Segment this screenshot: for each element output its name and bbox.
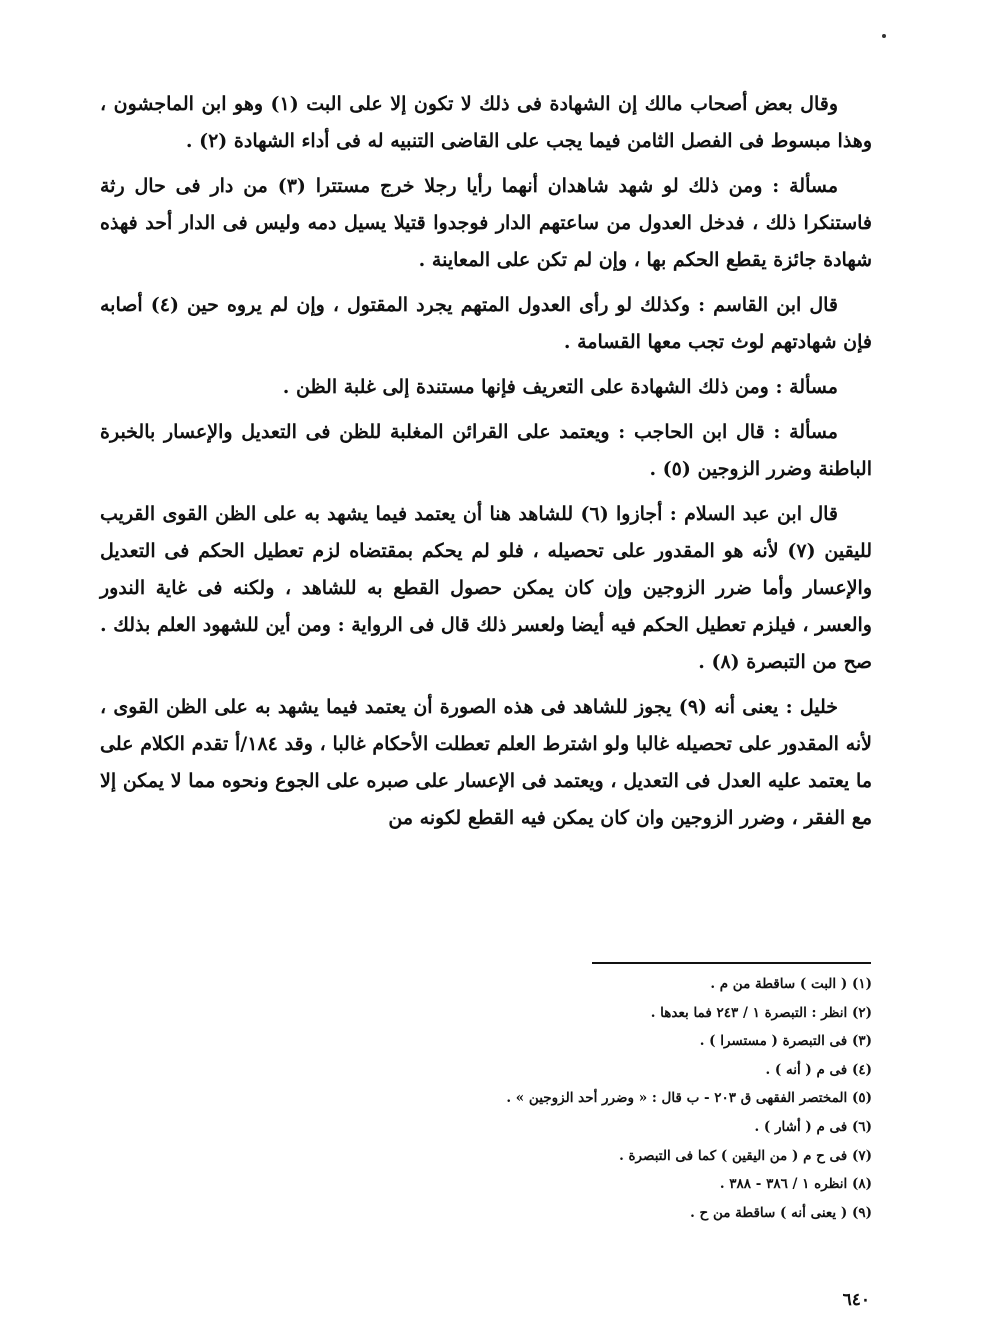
paragraph-text: : قال ابن الحاجب : ويعتمد على القرائن المغلبة للظن فى التعديل والإعسار بالخبرة الباطنة وضرر الزوجين (٥) . bbox=[100, 421, 872, 480]
paragraph-4 bbox=[100, 369, 872, 406]
page-number: ٦٤٠ bbox=[842, 1290, 870, 1310]
paragraph-2 bbox=[100, 168, 872, 279]
paragraph-7 bbox=[100, 689, 872, 837]
paragraph-lead: مسألة bbox=[789, 421, 838, 443]
paragraph-text: قال ابن عبد السلام : أجازوا (٦) للشاهد هنا أن يعتمد فيما يشهد به على الظن القوى القريب لليقين (٧) لأنه هو المقدور على تحصيله ، فلو لم يحكم بمقتضاه لزم تعطيل الحكم فى التعديل والإعسار وأما ضرر الزوجين وإن كان يمكن حصول القطع به للشاهد ، ولكنه فى غاية الندور والعسر ، فيلزم تعطيل الحكم فيه أيضا ولعسر ذلك قال فى الرواية : ومن أين للشهود العلم بذلك . صح من التبصرة (٨) . bbox=[100, 503, 872, 673]
paragraph-1 bbox=[100, 86, 872, 160]
footnote-item: (١) ( البت ) ساقطة من م . bbox=[710, 976, 872, 992]
paragraph-6 bbox=[100, 496, 872, 681]
paragraph-text: : ومن ذلك لو شهد شاهدان أنهما رأيا رجلا خرج مستترا (٣) من دار فى حال رثة فاستنكرا ذلك ، فدخل العدول من ساعتهم الدار فوجدوا قتيلا يسيل دمه وليس فى الدار أحد فهذه شهادة جائزة يقطع الحكم بها ، وإن لم تكن على المعاينة . bbox=[100, 175, 872, 271]
paragraph-text: خليل : يعنى أنه (٩) يجوز للشاهد فى هذه الصورة أن يعتمد فيما يشهد به على الظن القوى ، لأنه المقدور على تحصيله غالبا ولو اشترط العلم تعطلت الأحكام غالبا ، وقد ١٨٤/أ تقدم الكلام على ما يعتمد عليه العدل فى التعديل ، ويعتمد فى الإعسار على صبره على الجوع ونحوه مما لا يمكن إلا مع الفقر ، وضرر الزوجين وان كان يمكن فيه القطع لكونه من bbox=[100, 696, 873, 829]
footnote-item: (٧) فى ح م ( من اليقين ) كما فى التبصرة . bbox=[619, 1147, 872, 1164]
scan-speck bbox=[882, 34, 886, 38]
main-text bbox=[100, 86, 872, 845]
paragraph-text: قال ابن القاسم : وكذلك لو رأى العدول المتهم يجرد المقتول ، وإن لم يروه حين (٤) أصابه فإن شهادتهم لوث تجب معها القسامة . bbox=[100, 294, 872, 353]
footnote-item: (٨) انظره ١ / ٣٨٦ - ٣٨٨ . bbox=[719, 1176, 872, 1193]
footnote-item: (٩) ( يعنى أنه ) ساقطة من ح . bbox=[690, 1204, 872, 1221]
footnote-item: (٦) فى م ( أشار ) . bbox=[754, 1118, 872, 1135]
footnote-item: (٤) فى م ( أنه ) . bbox=[765, 1061, 872, 1078]
paragraph-3 bbox=[100, 287, 872, 361]
paragraph-5 bbox=[100, 414, 872, 488]
footnote-item: (٢) انظر : التبصرة ١ / ٢٤٣ فما بعدها . bbox=[650, 1004, 872, 1021]
footnote-separator bbox=[592, 962, 871, 964]
paragraph-text: وقال بعض أصحاب مالك إن الشهادة فى ذلك لا تكون إلا على البت (١) وهو ابن الماجشون ، وهذا مبسوط فى الفصل الثامن فيما يجب على القاضى التنبيه له فى أداء الشهادة (٢) . bbox=[100, 93, 872, 152]
paragraph-lead: مسألة bbox=[789, 175, 839, 197]
footnote-item: (٥) المختصر الفقهى ق ٢٠٣ - ب قال : « وضرر أحد الزوجين » . bbox=[506, 1090, 872, 1107]
paragraph-text: : ومن ذلك الشهادة على التعريف فإنها مستندة إلى غلبة الظن . bbox=[282, 376, 790, 398]
paragraph-lead: مسألة bbox=[789, 376, 838, 398]
footnote-item: (٣) فى التبصرة ( مستسرا ) . bbox=[699, 1033, 872, 1050]
footnotes bbox=[300, 970, 872, 1227]
